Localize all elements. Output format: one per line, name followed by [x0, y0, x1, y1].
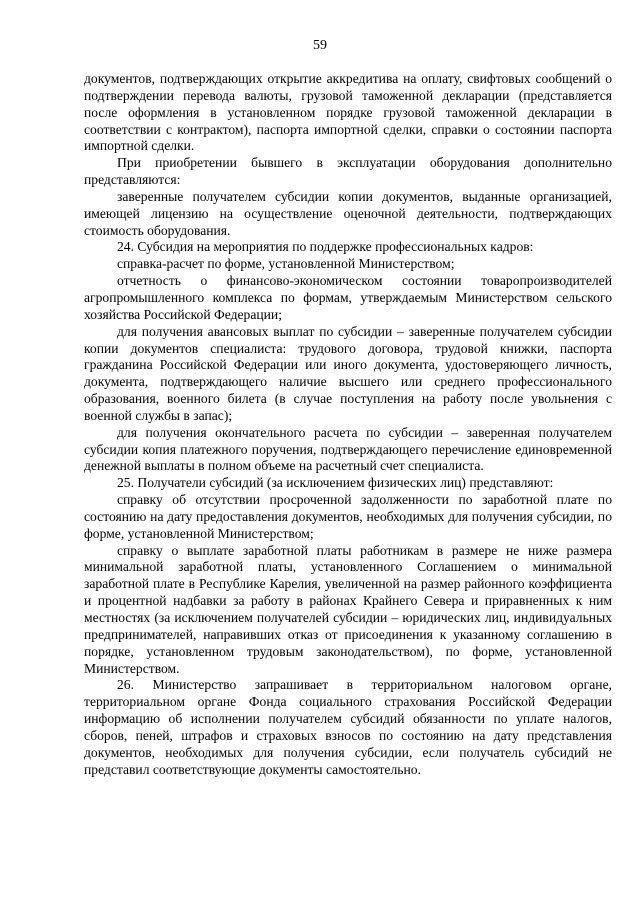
- paragraph-calculation-certificate: справка-расчет по форме, установленной Министерством;: [117, 256, 455, 272]
- paragraph-wage-arrears-certificate: справку об отсутствии просроченной задолженности по заработной плате по состоянию на дату предоставления документов, необходимых для получения субсидии, по форме, установленной Министерством;: [84, 492, 612, 541]
- paragraph-minimum-wage-certificate: справку о выплате заработной платы работникам в размере не ниже размера минимальной заработной платы, установленного Соглашением о минимальной заработной плате в Республике Карелия, увеличенной на размер районного коэффициента и процентной надбавки за работу в районах Крайнего Севера и приравненных к ним местностях (за исключением получателей субсидии – юридических лиц, индивидуальных предпринимателей, направивших отказ от присоединения к указанному соглашению в порядке, установленном трудовым законодательством), по форме, установленной Министерством.: [84, 542, 612, 676]
- page-number: 59: [313, 38, 327, 53]
- paragraph-advance-payments: для получения авансовых выплат по субсидии – заверенные получателем субсидии копии документов специалиста: трудового договора, трудовой книжки, паспорта гражданина Российской Федерации или иного документа, удостоверяющего личность, документа, подтверждающего наличие высшего или среднего профессионального образования, военного билета (в случае поступления на работу после увольнения с военной службы в запас);: [84, 323, 612, 423]
- paragraph-final-settlement: для получения окончательного расчета по субсидии – заверенная получателем субсидии копия платежного поручения, подтверждающего перечисление единовременной денежной выплаты в полном объеме на расчетный счет специалиста.: [84, 424, 612, 474]
- paragraph-used-equipment: При приобретении бывшего в эксплуатации оборудования дополнительно представляются:: [84, 155, 612, 188]
- paragraph-appraisal-copies: заверенные получателем субсидии копии документов, выданные организацией, имеющей лицензию на осуществление оценочной деятельности, подтверждающих стоимость оборудования.: [84, 188, 612, 238]
- paragraph-item-26: 26. Министерство запрашивает в территориальном налоговом органе, территориальном органе Фонда социального страхования Российской Федерации информацию об исполнении получателем субсидий обязанности по уплате налогов, сборов, пеней, штрафов и страховых взносов по состоянию на дату представления документов, необходимых для получения субсидии, если получатель субсидий не представил соответствующие документы самостоятельно.: [84, 677, 612, 777]
- document-body: [84, 71, 612, 778]
- paragraph-continuation: документов, подтверждающих открытие аккредитива на оплату, свифтовых сообщений о подтверждении перевода валюты, грузовой таможенной декларации (представляется после оформления в установленном порядке грузовой таможенной декларации в соответствии с контрактом), паспорта импортной сделки, справки о состоянии паспорта импортной сделки.: [84, 71, 612, 154]
- paragraph-financial-reporting: отчетность о финансово-экономическом состоянии товаропроизводителей агропромышленного комплекса по формам, утверждаемым Министерством сельского хозяйства Российской Федерации;: [84, 273, 612, 322]
- paragraph-item-25: 25. Получатели субсидий (за исключением физических лиц) представляют:: [117, 475, 554, 491]
- paragraph-item-24: 24. Субсидия на мероприятия по поддержке профессиональных кадров:: [117, 239, 534, 255]
